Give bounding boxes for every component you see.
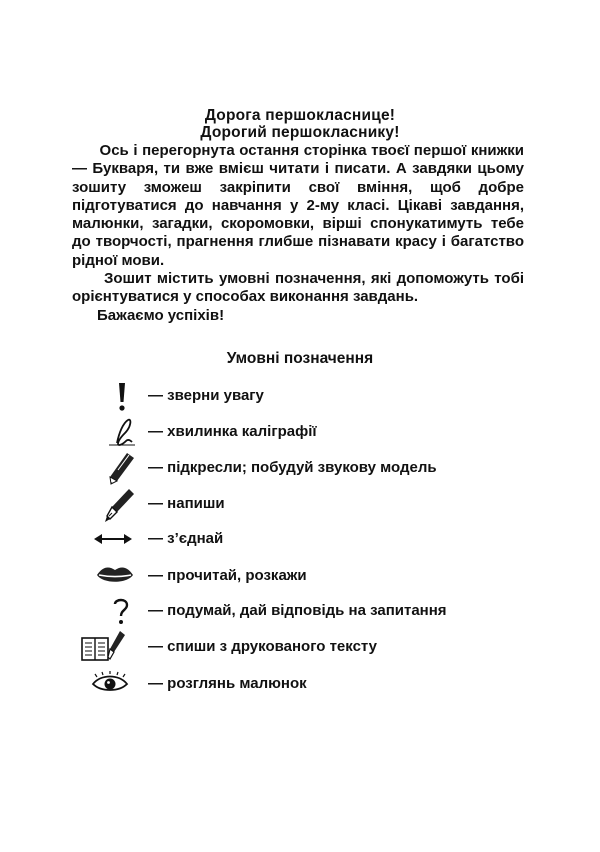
legend-item-calligraphy <box>0 414 600 448</box>
legend-label: — прочитай, розкажи <box>148 567 307 584</box>
pencil-icon <box>101 450 141 486</box>
legend-item-think <box>0 594 600 628</box>
double-arrow-icon <box>91 524 135 554</box>
legend-item-underline <box>0 450 600 484</box>
lips-icon <box>93 560 137 590</box>
legend-label: — хвилинка каліграфії <box>148 423 317 440</box>
legend-label: — напиши <box>148 495 225 512</box>
legend-item-write <box>0 486 600 520</box>
question-mark-icon <box>104 594 138 628</box>
legend-label: — зверни увагу <box>148 387 264 404</box>
legend-item-copy <box>0 628 600 662</box>
intro-paragraph-1: Ось і перегорнута остання сторінка твоєї першої книжки — Букваря, ти вже вмієш читати і писати. А завдяки цьому зошиту зможеш закріпити свої вміння, щоб добре підготуватися до навчання у 2-му класі. Цікаві завдання, малюнки, загадки, скоромовки, вірші спонукатимуть тебе до творчості, прагнення глибше пізнавати красу і багатство рідної мови. <box>72 142 524 269</box>
legend-title: Умовні позначення <box>226 350 374 367</box>
greeting-line-male: Дорогий першокласнику! <box>200 124 400 141</box>
greeting-line-female: Дорога першокласнице! <box>204 107 396 124</box>
eye-icon <box>89 668 131 698</box>
legend-item-attention <box>0 380 600 414</box>
exclamation-icon <box>107 380 137 414</box>
intro-text <box>72 142 524 325</box>
intro-paragraph-3: Бажаємо успіхів! <box>72 306 225 324</box>
book-and-pen-icon <box>80 628 128 666</box>
pen-nib-icon <box>99 486 139 524</box>
legend-item-connect <box>0 524 600 558</box>
legend-label: — підкресли; побудуй звукову модель <box>148 459 437 476</box>
legend-item-look <box>0 668 600 702</box>
calligraphy-letter-icon <box>103 414 139 450</box>
legend-item-read <box>0 560 600 594</box>
legend-label: — подумай, дай відповідь на запитання <box>148 602 447 619</box>
legend-label: — спиши з друкованого тексту <box>148 638 377 655</box>
legend-label: — з’єднай <box>148 530 224 547</box>
intro-paragraph-2: Зошит містить умовні позначення, які допоможуть тобі орієнтуватися у способах виконання завдань. <box>72 270 524 306</box>
legend-label: — розглянь малюнок <box>148 675 307 692</box>
